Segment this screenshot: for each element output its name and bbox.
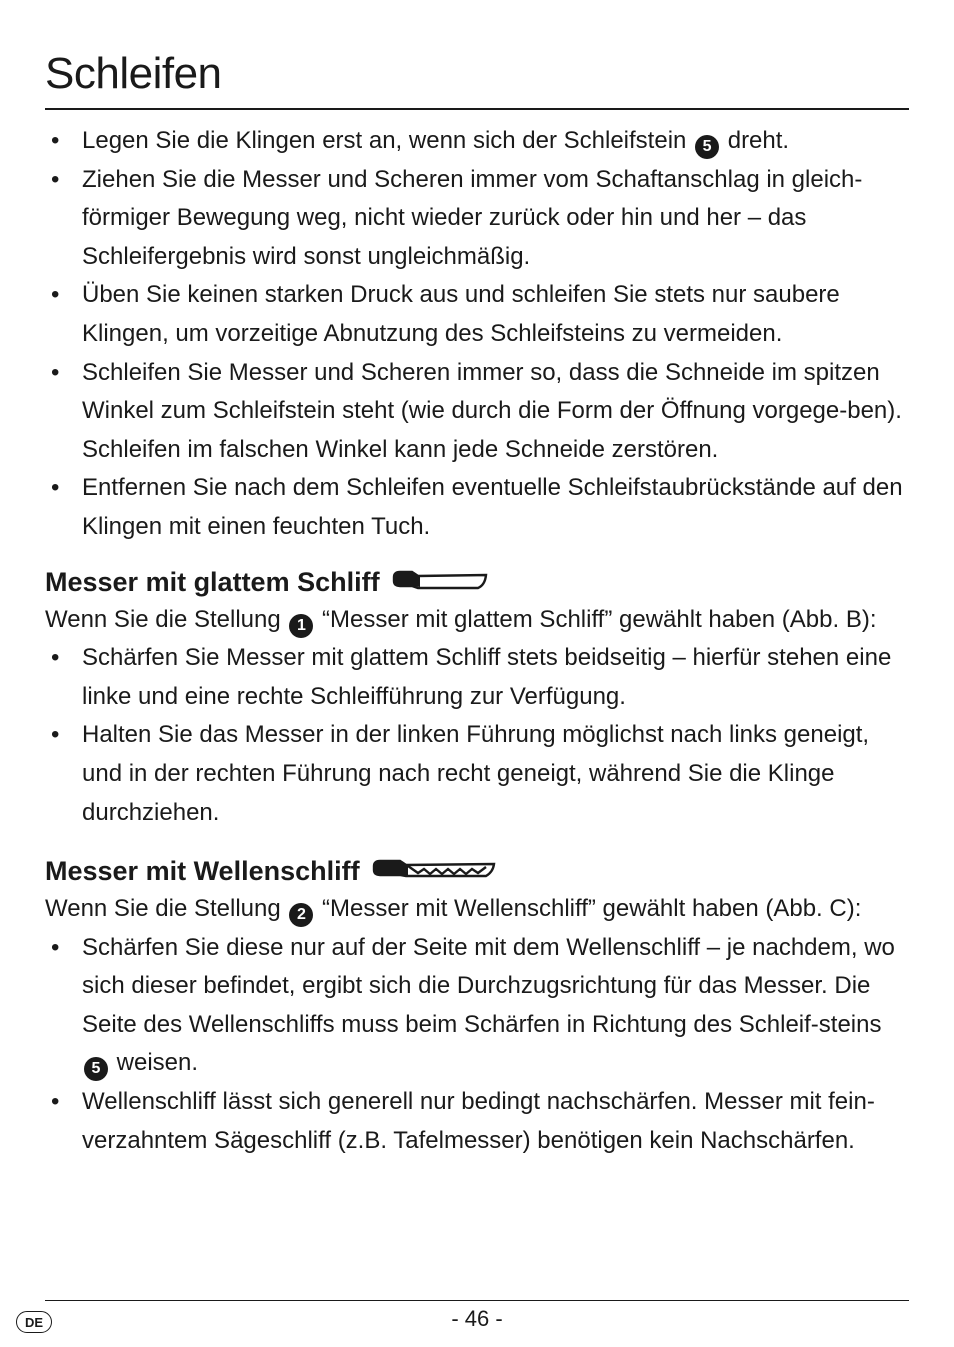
smooth-knife-icon <box>392 563 488 601</box>
page-number: - 46 - <box>451 1306 503 1331</box>
smooth-instructions-list <box>45 639 909 832</box>
list-item: • Entfernen Sie nach dem Schleifen eventuelle Schleifstaubrückstände auf den Klingen mit einen feuchten Tuch. <box>45 469 909 546</box>
general-instructions-list <box>45 122 909 547</box>
list-item: • Ziehen Sie die Messer und Scheren immer vom Schaftanschlag in gleich-förmiger Bewegung weg, nicht wieder zurück oder hin und her – das Schleifergebnis wird sonst ungleichmäßig. <box>45 161 909 277</box>
footer-divider <box>45 1300 909 1301</box>
list-item: • Schärfen Sie diese nur auf der Seite mit dem Wellenschliff – je nachdem, wo sich dieser befindet, ergibt sich die Durchzugsrichtung für das Messer. Die Seite des Wellenschliffs muss beim Schärfen in Richtung des Schleif-steins 5 weisen. <box>45 929 909 1083</box>
list-item: • Wellenschliff lässt sich generell nur bedingt nachschärfen. Messer mit fein-verzahntem Sägeschliff (z.B. Tafelmesser) benötigen kein Nachschärfen. <box>45 1083 909 1160</box>
list-item: • Üben Sie keinen starken Druck aus und schleifen Sie stets nur saubere Klingen, um vorzeitige Abnutzung des Schleifsteins zu vermeiden. <box>45 276 909 353</box>
section-heading-smooth: Messer mit glattem Schliff <box>45 563 909 601</box>
number-1-badge: 1 <box>289 614 313 638</box>
list-item: • Schleifen Sie Messer und Scheren immer so, dass die Schneide im spitzen Winkel zum Schleifstein steht (wie durch die Form der Öffnung vorgege-ben). Schleifen im falschen Winkel kann jede Schneide zerstören. <box>45 354 909 470</box>
list-item: • Schärfen Sie Messer mit glattem Schliff stets beidseitig – hierfür stehen eine linke und eine rechte Schleifführung zur Verfügung. <box>45 639 909 716</box>
language-badge: DE <box>16 1311 52 1333</box>
section-heading-serrated: Messer mit Wellenschliff <box>45 852 909 890</box>
serrated-instructions-list <box>45 929 909 1161</box>
number-5-badge: 5 <box>695 135 719 159</box>
list-item: • Legen Sie die Klingen erst an, wenn sich der Schleifstein 5 dreht. <box>45 122 909 161</box>
number-2-badge: 2 <box>289 903 313 927</box>
page-title: Schleifen <box>45 49 222 98</box>
list-item: • Halten Sie das Messer in der linken Führung möglichst nach links geneigt, und in der rechten Führung nach recht geneigt, während Sie die Klinge durchziehen. <box>45 716 909 832</box>
title-divider <box>45 108 909 110</box>
page-content <box>45 122 909 1160</box>
serrated-knife-icon <box>372 852 496 890</box>
number-5-badge: 5 <box>84 1057 108 1081</box>
section-intro-serrated: Wenn Sie die Stellung 2 “Messer mit Wellenschliff” gewählt haben (Abb. C): <box>45 890 909 929</box>
section-intro-smooth: Wenn Sie die Stellung 1 “Messer mit glattem Schliff” gewählt haben (Abb. B): <box>45 601 909 640</box>
